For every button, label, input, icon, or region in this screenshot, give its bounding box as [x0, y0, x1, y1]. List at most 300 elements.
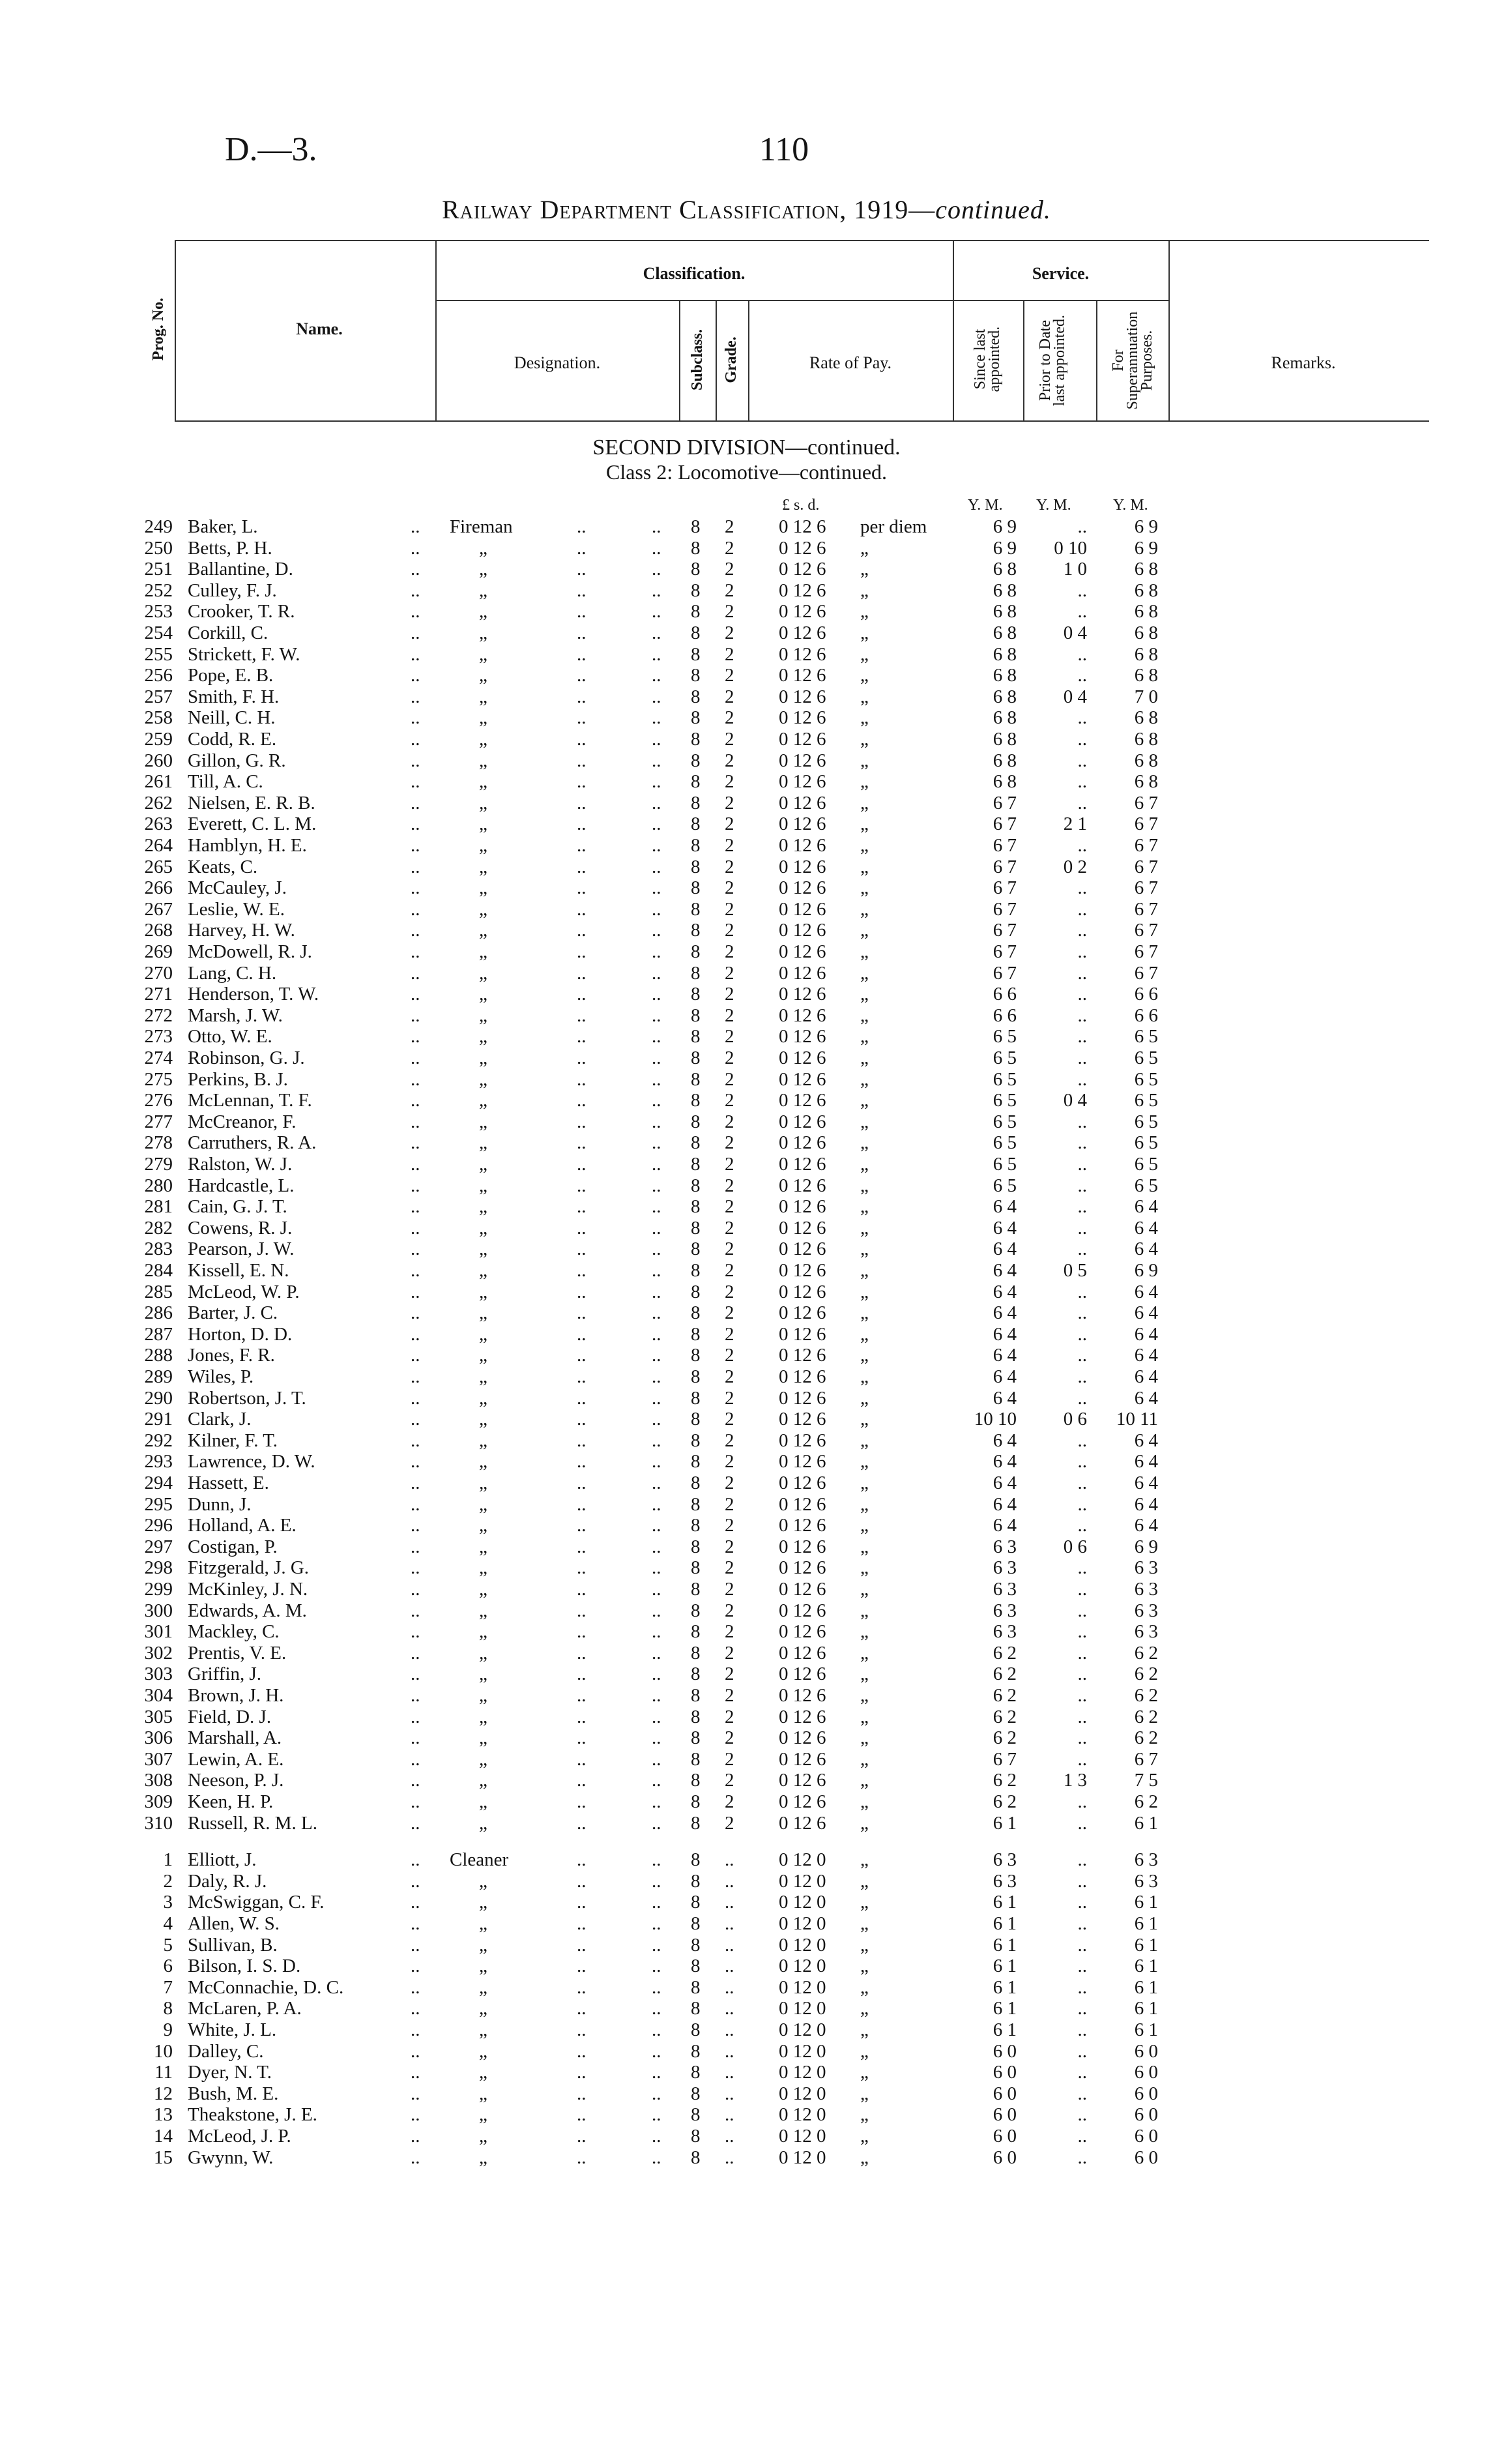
row-since-last: 6 4 [993, 1345, 1017, 1366]
row-designation-leader: .. [652, 1813, 661, 1834]
row-prior: 0 6 [1063, 1536, 1087, 1557]
row-prior: .. [1077, 1302, 1087, 1323]
row-designation-leader: .. [652, 1913, 661, 1934]
row-name: Griffin, J. [188, 1664, 262, 1684]
row-prog-no: 278 [144, 1132, 173, 1153]
row-since-last: 6 4 [993, 1515, 1017, 1536]
row-pay-basis: „ [860, 2062, 869, 2083]
row-name: Leslie, W. E. [188, 899, 285, 920]
row-prior: 1 3 [1063, 1770, 1087, 1791]
row-name: Strickett, F. W. [188, 644, 300, 665]
row-prog-no: 310 [144, 1813, 173, 1834]
row-grade: 2 [725, 1685, 734, 1706]
row-prior: .. [1077, 1664, 1087, 1684]
row-name-leader: .. [411, 1664, 420, 1684]
row-pay: 0 12 0 [779, 2126, 826, 2147]
row-grade: 2 [725, 516, 734, 537]
row-name: McLaren, P. A. [188, 1998, 302, 2019]
row-name: Lawrence, D. W. [188, 1451, 315, 1472]
row-name-leader: .. [411, 1175, 420, 1196]
row-since-last: 6 7 [993, 1749, 1017, 1770]
row-name-leader: .. [411, 1239, 420, 1259]
row-designation-leader: .. [652, 1892, 661, 1913]
row-grade: 2 [725, 1069, 734, 1090]
row-subclass: 8 [691, 1643, 701, 1664]
row-designation-leader: .. [652, 1388, 661, 1409]
row-grade: 2 [725, 1707, 734, 1727]
row-designation-leader: .. [577, 1048, 587, 1068]
row-designation-leader: .. [577, 1345, 587, 1366]
row-designation-leader: .. [652, 1791, 661, 1812]
row-prior: .. [1077, 899, 1087, 920]
row-grade: 2 [725, 1430, 734, 1451]
row-superannuation: 6 4 [1134, 1239, 1158, 1259]
row-prog-no: 273 [144, 1026, 173, 1047]
row-pay: 0 12 6 [779, 1473, 826, 1493]
row-prior: .. [1077, 665, 1087, 686]
row-name-leader: .. [411, 1196, 420, 1217]
row-grade: 2 [725, 1579, 734, 1600]
row-pay: 0 12 0 [779, 1998, 826, 2019]
row-name-leader: .. [411, 1111, 420, 1132]
row-superannuation: 6 7 [1134, 877, 1158, 898]
row-superannuation: 6 5 [1134, 1026, 1158, 1047]
row-since-last: 6 9 [993, 538, 1017, 559]
row-prior: .. [1077, 1791, 1087, 1812]
row-designation-leader: .. [577, 1196, 587, 1217]
row-designation-ditto: „ [479, 1557, 487, 1578]
row-designation-leader: .. [652, 1664, 661, 1684]
row-subclass: 8 [691, 1175, 701, 1196]
row-name-leader: .. [411, 644, 420, 665]
row-designation-leader: .. [577, 1132, 587, 1153]
row-prior: .. [1077, 1473, 1087, 1493]
row-designation-leader: .. [652, 2104, 661, 2125]
row-designation-leader: .. [652, 1302, 661, 1323]
row-name: Robinson, G. J. [188, 1048, 305, 1068]
row-name-leader: .. [411, 1451, 420, 1472]
row-prog-no: 249 [144, 516, 173, 537]
row-prog-no: 266 [144, 877, 173, 898]
row-name-leader: .. [411, 580, 420, 601]
row-designation-leader: .. [577, 1324, 587, 1345]
row-subclass: 8 [691, 1239, 701, 1259]
row-subclass: 8 [691, 644, 701, 665]
row-pay-basis: „ [860, 1451, 869, 1472]
row-superannuation: 6 7 [1134, 814, 1158, 834]
row-subclass: 8 [691, 771, 701, 792]
row-grade: 2 [725, 1324, 734, 1345]
row-pay: 0 12 0 [779, 2083, 826, 2104]
row-subclass: 8 [691, 814, 701, 834]
row-subclass: 8 [691, 750, 701, 771]
row-prog-no: 14 [154, 2126, 173, 2147]
row-since-last: 6 6 [993, 1005, 1017, 1026]
row-grade: .. [725, 2104, 734, 2125]
row-designation-leader: .. [652, 1643, 661, 1664]
row-superannuation: 6 6 [1134, 1005, 1158, 1026]
row-subclass: 8 [691, 1892, 701, 1913]
row-designation-leader: .. [652, 1707, 661, 1727]
row-prior: .. [1077, 1196, 1087, 1217]
row-subclass: 8 [691, 1871, 701, 1892]
row-prog-no: 292 [144, 1430, 173, 1451]
row-grade: 2 [725, 1451, 734, 1472]
row-grade: .. [725, 2019, 734, 2040]
row-since-last: 6 2 [993, 1791, 1017, 1812]
row-prog-no: 4 [163, 1913, 173, 1934]
row-designation-leader: .. [577, 1707, 587, 1727]
row-designation-leader: .. [652, 1600, 661, 1621]
row-designation-ditto: „ [479, 750, 487, 771]
row-grade: 2 [725, 1090, 734, 1111]
row-name-leader: .. [411, 1579, 420, 1600]
row-grade: .. [725, 1913, 734, 1934]
row-prog-no: 294 [144, 1473, 173, 1493]
row-name: Henderson, T. W. [188, 984, 319, 1005]
row-prog-no: 272 [144, 1005, 173, 1026]
row-grade: 2 [725, 1111, 734, 1132]
row-pay: 0 12 6 [779, 1707, 826, 1727]
row-grade: 2 [725, 1749, 734, 1770]
row-name: Elliott, J. [188, 1849, 257, 1870]
header-remarks: Remarks. [1271, 353, 1336, 372]
header-prior-to-date: Prior to Date last appointed. [1037, 315, 1068, 406]
row-prior: .. [1077, 1913, 1087, 1934]
row-designation-ditto: „ [479, 1494, 487, 1515]
row-pay-basis: „ [860, 1260, 869, 1281]
row-prior: .. [1077, 2041, 1087, 2062]
row-subclass: 8 [691, 1196, 701, 1217]
row-name-leader: .. [411, 1727, 420, 1748]
row-name: McKinley, J. N. [188, 1579, 308, 1600]
row-grade: .. [725, 2083, 734, 2104]
row-designation-leader: .. [577, 1977, 587, 1998]
row-grade: 2 [725, 623, 734, 643]
row-designation-leader: .. [577, 1302, 587, 1323]
row-name: Robertson, J. T. [188, 1388, 306, 1409]
row-since-last: 6 0 [993, 2083, 1017, 2104]
row-since-last: 6 0 [993, 2062, 1017, 2083]
row-designation-leader: .. [652, 559, 661, 579]
row-name-leader: .. [411, 877, 420, 898]
row-prog-no: 280 [144, 1175, 173, 1196]
row-pay-basis: „ [860, 1175, 869, 1196]
row-subclass: 8 [691, 1621, 701, 1642]
row-prior: .. [1077, 1048, 1087, 1068]
row-grade: .. [725, 1849, 734, 1870]
row-prog-no: 3 [163, 1892, 173, 1913]
row-pay-basis: „ [860, 1600, 869, 1621]
row-designation-ditto: „ [479, 1090, 487, 1111]
row-prog-no: 289 [144, 1366, 173, 1387]
header-since-last: Since last appointed. [972, 326, 1003, 392]
row-subclass: 8 [691, 2019, 701, 2040]
row-subclass: 8 [691, 1282, 701, 1302]
row-designation-ditto: „ [479, 771, 487, 792]
row-subclass: 8 [691, 559, 701, 579]
row-grade: 2 [725, 1366, 734, 1387]
row-name-leader: .. [411, 1026, 420, 1047]
row-name: Cain, G. J. T. [188, 1196, 287, 1217]
row-name-leader: .. [411, 1324, 420, 1345]
row-pay-basis: „ [860, 814, 869, 834]
row-name: Fitzgerald, J. G. [188, 1557, 310, 1578]
row-since-last: 6 7 [993, 941, 1017, 962]
row-name-leader: .. [411, 941, 420, 962]
row-prog-no: 283 [144, 1239, 173, 1259]
row-designation-leader: .. [577, 1154, 587, 1175]
row-superannuation: 6 9 [1134, 1260, 1158, 1281]
row-name: Barter, J. C. [188, 1302, 278, 1323]
row-name: Perkins, B. J. [188, 1069, 288, 1090]
row-designation-ditto: „ [479, 899, 487, 920]
row-subclass: 8 [691, 877, 701, 898]
row-subclass: 8 [691, 1977, 701, 1998]
row-pay: 0 12 6 [779, 814, 826, 834]
row-grade: 2 [725, 984, 734, 1005]
row-subclass: 8 [691, 538, 701, 559]
header-top-rule [175, 240, 1429, 241]
row-pay-basis: „ [860, 1026, 869, 1047]
row-superannuation: 6 2 [1134, 1791, 1158, 1812]
row-name-leader: .. [411, 1621, 420, 1642]
row-name: Marsh, J. W. [188, 1005, 283, 1026]
row-designation-leader: .. [652, 2062, 661, 2083]
row-name: Theakstone, J. E. [188, 2104, 317, 2125]
row-superannuation: 6 8 [1134, 580, 1158, 601]
row-name-leader: .. [411, 1409, 420, 1430]
row-pay-basis: „ [860, 2147, 869, 2168]
row-name: Hassett, E. [188, 1473, 269, 1493]
row-since-last: 6 2 [993, 1770, 1017, 1791]
row-prog-no: 265 [144, 857, 173, 877]
row-name: Prentis, V. E. [188, 1643, 287, 1664]
row-designation-leader: .. [652, 771, 661, 792]
row-superannuation: 6 8 [1134, 707, 1158, 728]
row-designation-leader: .. [652, 1536, 661, 1557]
row-name-leader: .. [411, 623, 420, 643]
row-designation-leader: .. [652, 963, 661, 984]
row-designation-leader: .. [577, 1727, 587, 1748]
row-name-leader: .. [411, 1998, 420, 2019]
row-designation-leader: .. [652, 920, 661, 941]
row-name: Pope, E. B. [188, 665, 274, 686]
row-superannuation: 6 3 [1134, 1557, 1158, 1578]
row-designation-leader: .. [652, 877, 661, 898]
row-designation-ditto: „ [479, 857, 487, 877]
row-grade: 2 [725, 1175, 734, 1196]
row-name: Russell, R. M. L. [188, 1813, 317, 1834]
row-name: Codd, R. E. [188, 729, 277, 750]
row-pay-basis: „ [860, 1998, 869, 2019]
header-superannuation: For Superannuation Purposes. [1110, 311, 1155, 410]
row-subclass: 8 [691, 1430, 701, 1451]
row-since-last: 6 4 [993, 1302, 1017, 1323]
row-designation-ditto: „ [479, 1366, 487, 1387]
row-name-leader: .. [411, 1685, 420, 1706]
header-grade: Grade. [723, 336, 740, 383]
row-pay: 0 12 6 [779, 1005, 826, 1026]
row-subclass: 8 [691, 1026, 701, 1047]
row-designation-leader: .. [577, 835, 587, 856]
row-designation-ditto: „ [479, 984, 487, 1005]
row-pay-basis: „ [860, 1090, 869, 1111]
row-name-leader: .. [411, 1005, 420, 1026]
row-grade: 2 [725, 1282, 734, 1302]
row-prog-no: 297 [144, 1536, 173, 1557]
row-subclass: 8 [691, 1048, 701, 1068]
row-designation-leader: .. [652, 1557, 661, 1578]
row-designation-leader: .. [577, 877, 587, 898]
row-pay-basis: „ [860, 1557, 869, 1578]
row-pay: 0 12 6 [779, 1770, 826, 1791]
row-designation-leader: .. [652, 1451, 661, 1472]
row-designation-leader: .. [652, 1727, 661, 1748]
row-name-leader: .. [411, 2147, 420, 2168]
row-designation-leader: .. [652, 899, 661, 920]
row-name-leader: .. [411, 920, 420, 941]
row-prog-no: 300 [144, 1600, 173, 1621]
row-designation-leader: .. [577, 538, 587, 559]
row-designation-leader: .. [652, 2041, 661, 2062]
row-grade: 2 [725, 601, 734, 622]
row-pay: 0 12 6 [779, 963, 826, 984]
row-since-last: 6 4 [993, 1388, 1017, 1409]
row-name: Edwards, A. M. [188, 1600, 307, 1621]
row-subclass: 8 [691, 1409, 701, 1430]
row-designation-leader: .. [577, 1935, 587, 1956]
row-superannuation: 6 8 [1134, 644, 1158, 665]
row-subclass: 8 [691, 1473, 701, 1493]
row-since-last: 6 3 [993, 1600, 1017, 1621]
row-prog-no: 290 [144, 1388, 173, 1409]
row-pay-basis: „ [860, 835, 869, 856]
row-subclass: 8 [691, 1749, 701, 1770]
row-grade: 2 [725, 1132, 734, 1153]
row-superannuation: 6 4 [1134, 1473, 1158, 1493]
row-prior: .. [1077, 729, 1087, 750]
row-prior: .. [1077, 1069, 1087, 1090]
row-name: Clark, J. [188, 1409, 252, 1430]
row-since-last: 6 8 [993, 559, 1017, 579]
row-subclass: 8 [691, 2083, 701, 2104]
row-subclass: 8 [691, 1005, 701, 1026]
row-name-leader: .. [411, 899, 420, 920]
row-designation: Fireman [450, 516, 513, 537]
row-subclass: 8 [691, 1451, 701, 1472]
row-grade: 2 [725, 1218, 734, 1239]
row-designation-leader: .. [652, 580, 661, 601]
row-designation-leader: .. [652, 2019, 661, 2040]
row-superannuation: 6 1 [1134, 1813, 1158, 1834]
row-designation-ditto: „ [479, 1536, 487, 1557]
row-designation-leader: .. [652, 1430, 661, 1451]
row-subclass: 8 [691, 984, 701, 1005]
row-grade: 2 [725, 686, 734, 707]
row-since-last: 6 7 [993, 835, 1017, 856]
row-prior: .. [1077, 1685, 1087, 1706]
row-pay-basis: „ [860, 2104, 869, 2125]
row-designation-ditto: „ [479, 1600, 487, 1621]
row-prior: .. [1077, 1956, 1087, 1976]
row-grade: 2 [725, 1026, 734, 1047]
row-name: Brown, J. H. [188, 1685, 284, 1706]
row-name-leader: .. [411, 1892, 420, 1913]
row-prog-no: 262 [144, 793, 173, 814]
row-superannuation: 6 8 [1134, 729, 1158, 750]
row-pay-basis: „ [860, 750, 869, 771]
row-superannuation: 6 4 [1134, 1366, 1158, 1387]
row-prog-no: 302 [144, 1643, 173, 1664]
row-prior: .. [1077, 941, 1087, 962]
row-designation-leader: .. [577, 707, 587, 728]
row-subclass: 8 [691, 1132, 701, 1153]
row-prior: .. [1077, 1132, 1087, 1153]
row-pay-basis: „ [860, 2019, 869, 2040]
row-grade: 2 [725, 1770, 734, 1791]
row-pay-basis: „ [860, 920, 869, 941]
row-designation-leader: .. [577, 1685, 587, 1706]
row-designation-leader: .. [577, 1430, 587, 1451]
row-name: Smith, F. H. [188, 686, 280, 707]
row-designation-ditto: „ [479, 1749, 487, 1770]
row-grade: 2 [725, 857, 734, 877]
row-pay: 0 12 6 [779, 1196, 826, 1217]
row-designation-ditto: „ [479, 644, 487, 665]
title-main: Railway Department Classification [442, 195, 840, 224]
row-name-leader: .. [411, 1600, 420, 1621]
row-designation-leader: .. [577, 644, 587, 665]
row-designation-leader: .. [652, 601, 661, 622]
row-grade: .. [725, 2126, 734, 2147]
row-designation-leader: .. [577, 2083, 587, 2104]
row-grade: 2 [725, 963, 734, 984]
row-prog-no: 301 [144, 1621, 173, 1642]
row-since-last: 6 7 [993, 920, 1017, 941]
row-name: McConnachie, D. C. [188, 1977, 344, 1998]
row-subclass: 8 [691, 857, 701, 877]
row-since-last: 6 8 [993, 686, 1017, 707]
row-name: Sullivan, B. [188, 1935, 278, 1956]
row-name-leader: .. [411, 1090, 420, 1111]
header-divider [1023, 300, 1024, 420]
row-subclass: 8 [691, 2126, 701, 2147]
row-name: Dyer, N. T. [188, 2062, 272, 2083]
row-designation-leader: .. [577, 941, 587, 962]
row-designation-leader: .. [577, 1494, 587, 1515]
row-name: McLeod, J. P. [188, 2126, 291, 2147]
row-name-leader: .. [411, 814, 420, 834]
row-name: Culley, F. J. [188, 580, 277, 601]
row-subclass: 8 [691, 1345, 701, 1366]
row-pay-basis: „ [860, 1707, 869, 1727]
row-prior: .. [1077, 1515, 1087, 1536]
row-prog-no: 268 [144, 920, 173, 941]
row-designation-leader: .. [577, 1366, 587, 1387]
row-pay-basis: „ [860, 2126, 869, 2147]
row-name: Dunn, J. [188, 1494, 252, 1515]
row-prog-no: 8 [163, 1998, 173, 2019]
row-prog-no: 298 [144, 1557, 173, 1578]
row-pay-basis: „ [860, 877, 869, 898]
row-since-last: 6 1 [993, 1977, 1017, 1998]
row-designation-leader: .. [577, 1515, 587, 1536]
row-name: Mackley, C. [188, 1621, 280, 1642]
row-pay-basis: „ [860, 1892, 869, 1913]
row-since-last: 6 3 [993, 1579, 1017, 1600]
row-superannuation: 6 7 [1134, 899, 1158, 920]
